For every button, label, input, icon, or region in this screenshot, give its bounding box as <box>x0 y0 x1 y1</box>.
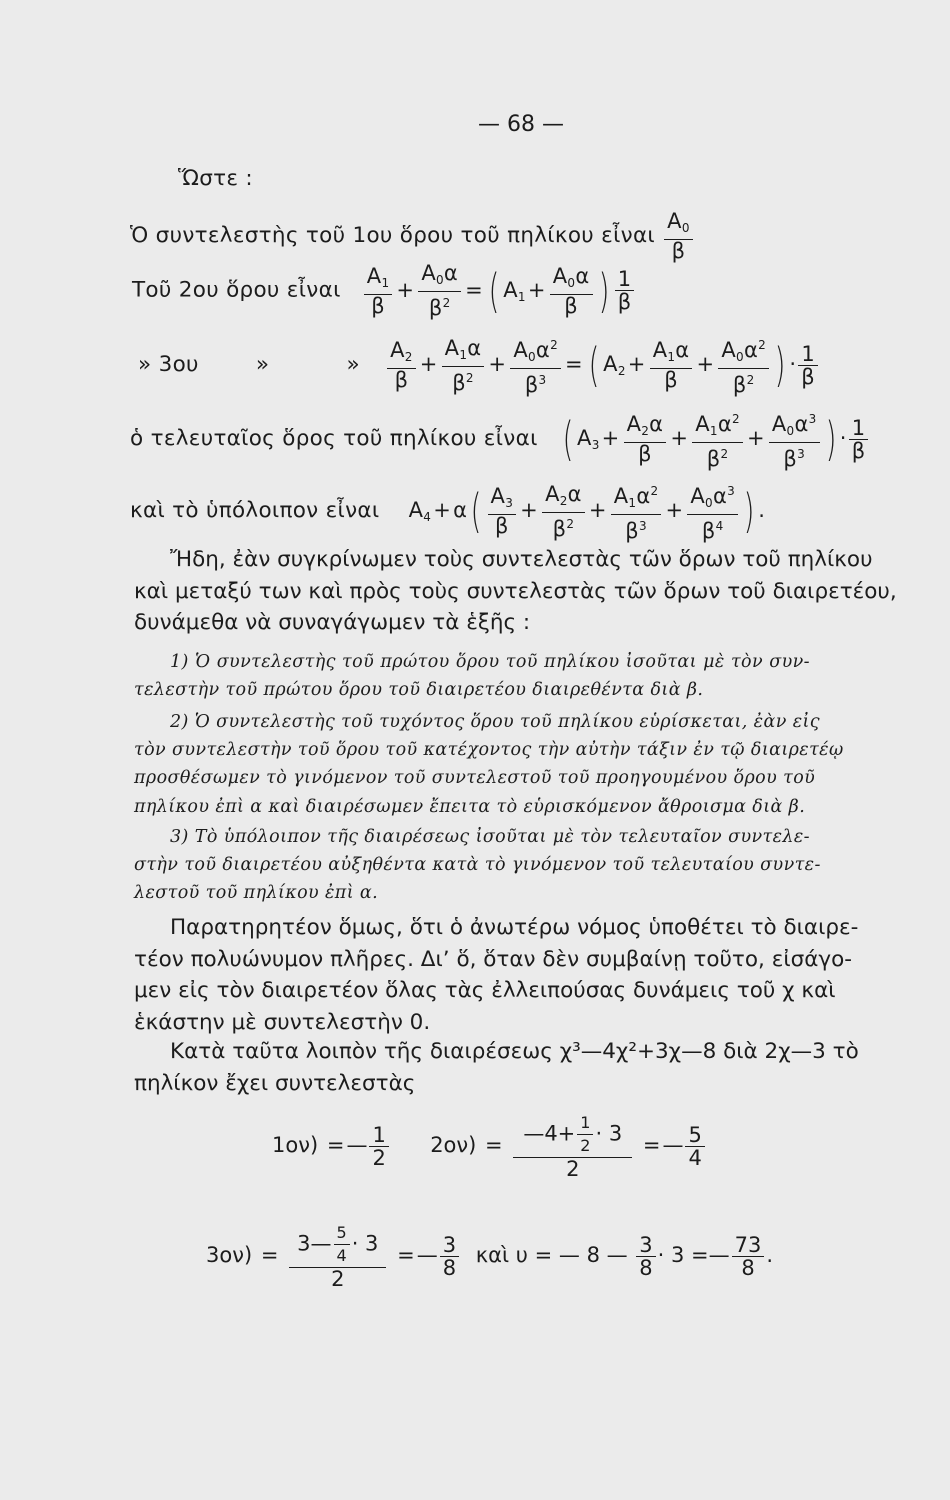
second-coef-num-pre: —4+ <box>523 1121 576 1146</box>
sym-alpha: α <box>717 412 732 436</box>
sym-beta: β <box>625 519 639 543</box>
remainder-post: · 3 = <box>657 1243 709 1267</box>
sym-beta: β <box>428 296 443 320</box>
rule-1 <box>134 648 810 704</box>
sym-plus: + <box>396 277 415 302</box>
coef-line-5 <box>130 480 765 542</box>
paren-open: ( <box>588 338 600 392</box>
sym-A: A <box>613 484 629 508</box>
page-number: — 68 — <box>478 112 564 137</box>
ditto-mark-1: » <box>255 352 270 377</box>
sym-sub: 1 <box>517 289 526 304</box>
sym-alpha: α <box>675 338 690 362</box>
sym-sub: 3 <box>591 438 600 452</box>
paren-open: ( <box>562 412 574 466</box>
sym-sub: 1 <box>667 350 676 364</box>
sym-sup: 2 <box>720 447 729 461</box>
sym-beta: β <box>851 438 866 463</box>
sym-A: A <box>503 277 518 302</box>
sym-A: A <box>626 412 642 436</box>
sym-sup: 3 <box>638 519 647 533</box>
second-coef-den: 2 <box>566 1157 580 1181</box>
paragraph-2-line: ἑκάστην μὲ συντελεστὴν 0. <box>134 1009 431 1035</box>
sym-plus: + <box>696 352 715 376</box>
rule-2 <box>134 708 844 821</box>
fraction-a0-over-beta <box>664 210 693 262</box>
sym-sub: 2 <box>559 493 568 508</box>
sym-sub: 0 <box>527 350 536 364</box>
sym-sub: 1 <box>381 275 390 290</box>
coef-line-3-formula <box>385 335 820 397</box>
sym-sup: 3 <box>727 484 736 498</box>
sym-sub: 3 <box>505 496 514 510</box>
results-row-1 <box>272 1112 707 1180</box>
rule-3-line: 3) Τὸ ὑπόλοιπον τῆς διαιρέσεως ἰσοῦται μὲ τὸν τελευταῖον συντελε- <box>170 827 810 847</box>
sym-A: A <box>721 338 737 362</box>
sym-sub: 4 <box>423 510 432 524</box>
sym-plus: + <box>670 426 689 450</box>
rule-3-line: στὴν τοῦ διαιρετέου αὐξηθέντα κατὰ τὸ γινόμενον τοῦ τελευταίου συντε- <box>134 855 821 876</box>
rule-3 <box>134 823 821 908</box>
rule-2-line: προσθέσωμεν τὸ γινόμενον τοῦ συντελεστοῦ τοῦ προηγουμένου ὅρου τοῦ <box>134 768 816 789</box>
sym-alpha: α <box>443 261 459 285</box>
sym-sub: 0 <box>681 221 690 235</box>
sym-sub: 1 <box>628 496 637 510</box>
first-coef-num: 1 <box>369 1124 388 1147</box>
coef-line-2 <box>132 262 636 319</box>
second-coef-label: 2ον) <box>430 1133 477 1157</box>
sym-A: A <box>690 484 706 508</box>
sym-plus: + <box>601 426 620 450</box>
sym-eq: = <box>397 1243 415 1267</box>
sym-sub: 0 <box>567 275 576 290</box>
sym-A: A <box>577 426 592 450</box>
sym-sup: 2 <box>732 412 740 426</box>
sym-beta: β <box>371 293 385 318</box>
paren-close: ) <box>774 338 786 392</box>
third-coef-num-pre: 3— <box>297 1231 332 1256</box>
sym-A: A <box>652 338 668 362</box>
sym-alpha: α <box>535 338 551 362</box>
sym-sup: 2 <box>465 370 474 385</box>
sym-A: A <box>444 335 460 360</box>
rule-1-line: τελεστὴν τοῦ πρώτου ὅρου τοῦ διαιρετέου διαιρεθέντα διὰ β. <box>134 680 704 701</box>
sym-alpha: α <box>575 263 590 288</box>
sym-A: A <box>695 412 710 436</box>
sym-plus: + <box>627 352 646 376</box>
sym-sub: 2 <box>617 364 626 378</box>
sym-alpha: α <box>453 498 468 522</box>
sym-beta: β <box>638 442 652 466</box>
sym-eq: = <box>260 1243 279 1267</box>
paragraph-3-line: πηλίκον ἔχει συντελεστὰς <box>134 1070 416 1096</box>
sym-one: 1 <box>615 268 635 291</box>
sym-sup: 4 <box>715 519 724 533</box>
paragraph-3 <box>134 1036 859 1099</box>
sym-plus: + <box>520 498 539 522</box>
sym-beta: β <box>783 447 798 471</box>
sym-sub: 0 <box>435 273 444 287</box>
remainder-label: καὶ υ = <box>475 1243 553 1267</box>
paragraph-3-line: Κατὰ ταῦτα λοιπὸν τῆς διαιρέσεως χ³—4χ²+3χ—8 διὰ 2χ—3 τὸ <box>170 1039 859 1064</box>
paragraph-2 <box>134 912 859 1038</box>
coef-line-4-formula <box>559 412 871 471</box>
first-coef-label: 1ον) <box>272 1133 319 1157</box>
sym-sup: 3 <box>808 412 817 426</box>
inner-frac-den: 4 <box>336 1246 347 1265</box>
rule-2-line: πηλίκου ἐπὶ α καὶ διαιρέσωμεν ἔπειτα τὸ εὑρισκόμενον ἄθροισμα διὰ β. <box>134 796 806 817</box>
sym-sub: 2 <box>404 350 413 364</box>
sym-alpha: α <box>794 412 809 436</box>
sym-eq: = <box>326 1133 345 1157</box>
sym-beta: β <box>671 239 686 263</box>
sym-A: A <box>421 261 436 285</box>
third-result-den: 8 <box>442 1255 457 1280</box>
coef-line-3 <box>138 334 820 396</box>
sym-one: 1 <box>849 417 869 440</box>
paren-close: ) <box>743 484 755 538</box>
sym-sub: 0 <box>786 424 795 438</box>
sym-sup: 2 <box>758 338 767 352</box>
remainder-formula: $A_4+\alpha$( $\frac{A_3}{\beta}$ + $\frac{A_2\alpha}{\beta^2}$ + $\frac{A_1\alpha^2}{\beta^3}$ + $\frac{A_0\alpha^3}{\beta^4}$ ) . <box>408 481 766 543</box>
sym-plus: + <box>419 352 438 376</box>
sym-A: A <box>366 263 382 288</box>
third-coef-label: 3ον) <box>206 1243 253 1267</box>
sym-beta: β <box>552 516 567 541</box>
rule-2-line: 2) Ὁ συντελεστὴς τοῦ τυχόντος ὅρου τοῦ πηλίκου εὑρίσκεται, ἐὰν εἰς <box>170 712 820 732</box>
sym-beta: β <box>617 290 632 314</box>
rule-2-line: τὸν συντελεστὴν τοῦ ὅρου τοῦ κατέχοντος τὴν αὐτὴν τάξιν ἐν τῷ διαιρετέῳ <box>134 740 844 761</box>
sym-plus: + <box>433 498 452 522</box>
remainder-frac-num: 3 <box>636 1234 655 1257</box>
sym-sub: 1 <box>459 347 468 362</box>
coef-line-5-text: καὶ τὸ ὑπόλοιπον εἶναι <box>130 498 380 523</box>
remainder-result-num: 73 <box>732 1234 765 1257</box>
paragraph-1-line: Ἤδη, ἐὰν συγκρίνωμεν τοὺς συντελεστὰς τῶν ὅρων τοῦ πηλίκου <box>170 547 873 572</box>
sym-dot: · <box>839 426 847 450</box>
sym-sup: 3 <box>538 373 547 387</box>
sym-beta: β <box>394 368 409 392</box>
paragraph-2-line: τέον πολυώνυμον πλῆρες. Διʼ ὅ, ὅταν δὲν συμβαίνῃ τοῦτο, εἰσάγο- <box>134 946 853 972</box>
sym-sub: 0 <box>705 496 713 510</box>
sym-minus: — <box>346 1133 368 1157</box>
sym-eq: = <box>485 1133 503 1157</box>
sym-alpha: α <box>567 481 582 506</box>
paragraph-2-line: μεν εἰς τὸν διαιρετέον ὅλας τὰς ἐλλειπούσας δυνάμεις τοῦ χ καὶ <box>134 978 836 1003</box>
sym-beta: β <box>524 373 539 397</box>
paren-open: ( <box>470 484 482 538</box>
sym-beta: β <box>732 373 747 397</box>
sym-A: A <box>771 412 787 436</box>
third-result-num: 3 <box>440 1234 459 1257</box>
paren-close: ) <box>598 263 610 318</box>
third-coef-den: 2 <box>331 1267 345 1291</box>
coef-line-2-formula <box>362 261 637 320</box>
sym-beta: β <box>664 368 678 392</box>
coef-line-3-label: » 3ου <box>138 352 199 377</box>
sym-alpha: α <box>636 484 651 508</box>
second-coef-num-post: · 3 <box>595 1121 623 1146</box>
remainder-pre: — 8 — <box>558 1243 628 1267</box>
coef-line-1-text: Ὁ συντελεστὴς τοῦ 1ου ὅρου τοῦ πηλίκου εἶναι <box>130 223 656 248</box>
sym-sub: 1 <box>709 424 718 438</box>
sym-A: A <box>408 498 424 522</box>
coef-line-4-text: ὁ τελευταῖος ὅρος τοῦ πηλίκου εἶναι <box>130 426 538 451</box>
coef-line-4 <box>130 408 870 470</box>
sym-beta: β <box>701 519 716 543</box>
sym-eq: = <box>565 352 583 376</box>
sym-alpha: α <box>467 335 482 360</box>
sym-minus: — <box>708 1243 730 1267</box>
inner-frac-num: 5 <box>334 1222 350 1245</box>
sym-A: A <box>490 484 506 508</box>
sym-alpha: α <box>743 338 759 362</box>
sym-sup: 2 <box>442 296 451 310</box>
sym-sup: 3 <box>797 447 806 461</box>
sym-sup: 2 <box>566 516 575 531</box>
paragraph-1-line: καὶ μεταξύ των καὶ πρὸς τοὺς συντελεστὰς τῶν ὅρων τοῦ διαιρετέου, <box>134 578 897 604</box>
sym-A: A <box>552 263 568 288</box>
third-coef-num-post: · 3 <box>351 1231 379 1256</box>
sym-beta: β <box>452 370 466 395</box>
sym-alpha: α <box>712 484 728 508</box>
sym-plus: + <box>746 426 765 450</box>
first-coef-den: 2 <box>372 1145 386 1170</box>
sym-beta: β <box>706 447 721 471</box>
sym-dot: · <box>789 352 797 376</box>
coef-line-1 <box>130 210 695 262</box>
paragraph-1-line: δυνάμεθα νὰ συναγάγωμεν τὰ ἑξῆς : <box>134 610 531 635</box>
remainder-frac-den: 8 <box>639 1255 653 1280</box>
sym-minus: — <box>662 1133 684 1157</box>
sym-beta: β <box>564 293 578 318</box>
sym-plus: + <box>588 498 607 522</box>
sym-one: 1 <box>798 343 818 366</box>
sym-plus: + <box>488 352 507 376</box>
ditto-mark-2: » <box>346 352 360 377</box>
rule-1-line: 1) Ὁ συντελεστὴς τοῦ πρώτου ὅρου τοῦ πηλίκου ἰσοῦται μὲ τὸν συν- <box>170 652 810 672</box>
sym-eq: = <box>465 277 483 302</box>
sym-beta: β <box>495 514 509 538</box>
paren-open: ( <box>488 263 500 318</box>
sym-minus: — <box>416 1243 438 1267</box>
sym-sup: 2 <box>550 338 559 352</box>
paragraph-1 <box>134 544 897 639</box>
sym-A: A <box>545 481 560 506</box>
paren-close: ) <box>825 412 837 466</box>
sym-A: A <box>603 352 618 376</box>
inner-frac-den: 2 <box>580 1136 591 1155</box>
second-result-num: 5 <box>685 1124 704 1147</box>
remainder-result-den: 8 <box>741 1255 755 1280</box>
coef-line-2-text: Τοῦ 2ου ὅρου εἶναι <box>132 277 341 303</box>
second-result-den: 4 <box>688 1145 702 1170</box>
sym-sup: 2 <box>650 484 659 498</box>
sym-A: A <box>390 338 405 362</box>
sym-plus: + <box>665 498 684 522</box>
sym-A: A <box>667 209 682 233</box>
sym-sup: 2 <box>746 373 755 387</box>
paragraph-2-line: Παρατηρητέον ὅμως, ὅτι ὁ ἀνωτέρω νόμος ὑποθέτει τὸ διαιρε- <box>170 915 859 940</box>
sym-sub: 0 <box>736 350 744 364</box>
sym-A: A <box>513 338 528 362</box>
inner-frac-num: 1 <box>577 1112 593 1135</box>
sym-beta: β <box>801 364 815 389</box>
intro-heading: Ὥστε : <box>178 166 253 191</box>
sym-eq: = <box>642 1133 661 1157</box>
results-row-2: 3ον) = 3— $\frac{5}{4}$ · 3 2 =— $\frac{3}{8}$ καὶ υ = — 8 — $\frac{3}{8}$ · 3 =— $\frac{73}{8}$ . <box>206 1223 774 1291</box>
rule-3-line: λεστοῦ τοῦ πηλίκου ἐπὶ α. <box>134 883 379 904</box>
sym-plus: + <box>527 277 546 302</box>
sym-alpha: α <box>649 412 664 436</box>
sym-sub: 2 <box>641 424 650 438</box>
